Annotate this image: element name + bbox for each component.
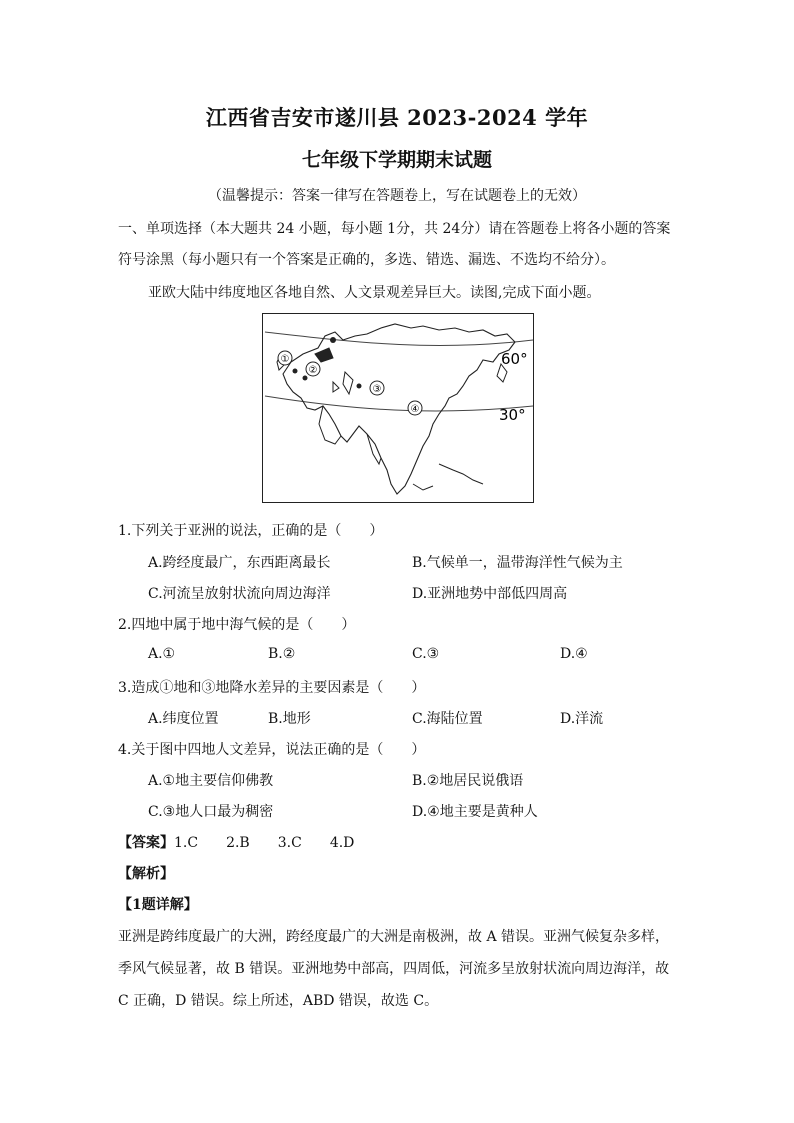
lat-label-30: 30° xyxy=(499,406,526,424)
analysis-label: 【解析】 xyxy=(118,866,174,882)
section-heading-line2: 符号涂黑（每小题只有一个答案是正确的，多选、错选、漏选、不选均不给分）。 xyxy=(118,252,615,268)
black-sea xyxy=(333,382,339,392)
analysis-line-3: C 正确，D 错误。综上所述，ABD 错误，故选 C。 xyxy=(118,993,439,1009)
arabia-outline xyxy=(319,406,341,444)
question-3-option-b: B.地形 xyxy=(268,711,311,727)
question-2-stem: 2.四地中属于地中海气候的是（ ） xyxy=(118,617,356,633)
exam-subtitle: 七年级下学期期末试题 xyxy=(301,149,492,171)
answer-item-1: 1.C xyxy=(174,835,199,851)
baltic-sea xyxy=(315,348,333,362)
question-4-stem: 4.关于图中四地人文差异，说法正确的是（ ） xyxy=(118,742,426,758)
question-4-option-a: A.①地主要信仰佛教 xyxy=(148,773,274,789)
latitude-curve-60 xyxy=(265,332,533,345)
marker-dot-3 xyxy=(357,384,362,389)
latitude-curve-30 xyxy=(265,396,533,411)
islands-outline xyxy=(439,464,483,484)
question-1-stem: 1.下列关于亚洲的说法，正确的是（ ） xyxy=(118,523,384,539)
marker-4-label: ④ xyxy=(410,404,420,415)
exam-title: 江西省吉安市遂川县 2023-2024 学年 xyxy=(205,105,589,130)
question-1-option-d: D.亚洲地势中部低四周高 xyxy=(412,586,568,602)
section-intro: 亚欧大陆中纬度地区各地自然、人文景观差异巨大。读图,完成下面小题。 xyxy=(148,285,601,301)
indonesia-outline xyxy=(413,484,433,490)
answer-item-2: 2.B xyxy=(226,835,250,851)
question-4-option-c: C.③地人口最为稠密 xyxy=(148,804,274,820)
asia-map-figure xyxy=(262,313,534,503)
marker-dot-1 xyxy=(293,369,298,374)
question-2-option-d: D.④ xyxy=(560,646,588,662)
question-1-option-c: C.河流呈放射状流向周边海洋 xyxy=(148,586,331,602)
question-3-option-a: A.纬度位置 xyxy=(148,711,219,727)
question-4-option-d: D.④地主要是黄种人 xyxy=(412,804,538,820)
answer-item-4: 4.D xyxy=(329,835,355,851)
question-3-option-c: C.海陆位置 xyxy=(412,711,483,727)
section-heading-line1: 一、单项选择（本大题共 24 小题，每小题 1分，共 24分）请在答题卷上将各小题的答案 xyxy=(118,221,671,237)
answer-item-3: 3.C xyxy=(277,835,302,851)
question-2-option-a: A.① xyxy=(148,646,176,662)
caspian-sea xyxy=(343,372,353,394)
asia-map-svg xyxy=(263,314,534,503)
analysis-line-2: 季风气候显著，故 B 错误。亚洲地势中部高，四周低，河流多呈放射状流向周边海洋，故 xyxy=(118,961,670,977)
analysis-line-1: 亚洲是跨纬度最广的大洲，跨经度最广的大洲是南极洲，故 A 错误。亚洲气候复杂多样， xyxy=(118,929,670,945)
marker-3-label: ③ xyxy=(372,384,382,395)
question-3-stem: 3.造成①地和③地降水差异的主要因素是（ ） xyxy=(118,680,426,696)
question-1-option-b: B.气候单一，温带海洋性气候为主 xyxy=(412,555,623,571)
lat-label-60: 60° xyxy=(501,350,528,368)
lake-dot xyxy=(330,337,336,343)
marker-1-label: ① xyxy=(280,354,290,365)
marker-2-label: ② xyxy=(308,365,318,376)
question-4-option-b: B.②地居民说俄语 xyxy=(412,773,524,789)
answer-row xyxy=(118,832,354,852)
answer-label: 【答案】 xyxy=(118,835,174,851)
india-outline xyxy=(367,434,381,464)
analysis-detail-label: 【1题详解】 xyxy=(118,897,198,913)
question-2-option-c: C.③ xyxy=(412,646,440,662)
question-1-option-a: A.跨经度最广，东西距离最长 xyxy=(148,555,331,571)
question-2-option-b: B.② xyxy=(268,646,296,662)
marker-dot-2 xyxy=(303,376,308,381)
eurasia-outline xyxy=(280,324,515,494)
exam-tip: （温馨提示：答案一律写在答题卷上，写在试题卷上的无效） xyxy=(208,188,586,204)
question-3-option-d: D.洋流 xyxy=(560,711,604,727)
